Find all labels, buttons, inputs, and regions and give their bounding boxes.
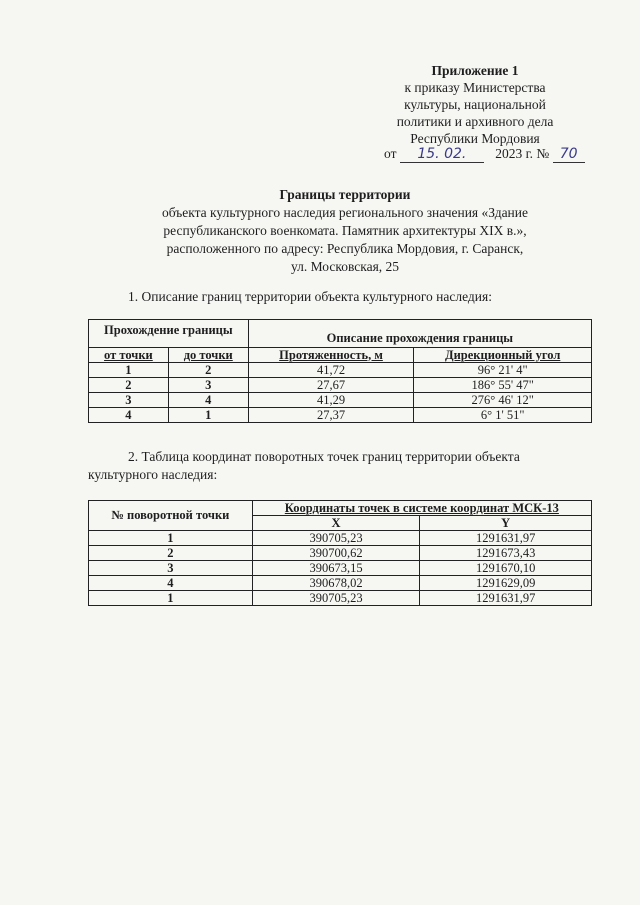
table-cell: 1291673,43 <box>420 546 592 561</box>
table-row <box>89 561 592 576</box>
table-cell: 6° 1' 51" <box>414 408 592 423</box>
table-cell: 96° 21' 4" <box>414 363 592 378</box>
table-row <box>89 393 592 408</box>
table1-col-length: Протяженность, м <box>248 348 414 363</box>
table-cell: 1 <box>89 531 253 546</box>
heading-line: объекта культурного наследия регионального значения «Здание <box>161 205 529 220</box>
order-number-field <box>553 146 585 163</box>
table-row <box>89 546 592 561</box>
table2-col-x: X <box>252 516 420 531</box>
table-cell: 4 <box>89 576 253 591</box>
table-cell: 3 <box>168 378 248 393</box>
section-2-line-2: культурного наследия: <box>88 467 218 482</box>
table-cell: 27,37 <box>248 408 414 423</box>
heading-line: республиканского военкомата. Памятник архитектуры XIX в.», <box>163 223 527 238</box>
table1-col-from: от точки <box>89 348 169 363</box>
order-date-field <box>400 146 484 163</box>
table-cell: 2 <box>89 378 169 393</box>
table-cell: 1 <box>168 408 248 423</box>
table-row <box>89 378 592 393</box>
appendix-block <box>360 62 590 147</box>
order-date-line <box>384 146 599 163</box>
heading-line: ул. Московская, 25 <box>290 259 400 274</box>
appendix-line: к приказу Министерства <box>404 80 546 95</box>
table-row <box>89 408 592 423</box>
table1-header-description: Описание прохождения границы <box>248 320 591 348</box>
section-2-line-1: 2. Таблица координат поворотных точек границ территории объекта <box>128 449 520 464</box>
order-prefix: от <box>384 146 397 161</box>
section-1-text: 1. Описание границ территории объекта культурного наследия: <box>128 289 492 304</box>
appendix-title: Приложение 1 <box>431 63 519 78</box>
order-date-handwritten: 15. 02. <box>417 146 467 162</box>
table-cell: 2 <box>168 363 248 378</box>
appendix-line: политики и архивного дела <box>396 114 554 129</box>
table-cell: 41,29 <box>248 393 414 408</box>
table-row <box>89 576 592 591</box>
table-cell: 1 <box>89 591 253 606</box>
table-cell: 390705,23 <box>252 531 420 546</box>
appendix-line: Республики Мордовия <box>410 131 540 146</box>
boundary-description-table <box>88 319 592 423</box>
document-heading <box>110 186 580 276</box>
coordinates-table <box>88 500 592 606</box>
table1-header-boundary: Прохождение границы <box>89 320 249 348</box>
table-cell: 390705,23 <box>252 591 420 606</box>
table-cell: 4 <box>89 408 169 423</box>
order-number-handwritten: 70 <box>559 146 578 162</box>
table-cell: 1291629,09 <box>420 576 592 591</box>
heading-title: Границы территории <box>279 187 411 202</box>
table2-col-y: Y <box>420 516 592 531</box>
table-cell: 1291670,10 <box>420 561 592 576</box>
table-cell: 41,72 <box>248 363 414 378</box>
table-cell: 1291631,97 <box>420 591 592 606</box>
table-cell: 390673,15 <box>252 561 420 576</box>
heading-line: расположенного по адресу: Республика Мордовия, г. Саранск, <box>166 241 524 256</box>
table-cell: 390700,62 <box>252 546 420 561</box>
appendix-line: культуры, национальной <box>404 97 546 112</box>
table-row <box>89 363 592 378</box>
table2-col-point: № поворотной точки <box>89 501 253 531</box>
table-cell: 1291631,97 <box>420 531 592 546</box>
table-row <box>89 531 592 546</box>
table-cell: 390678,02 <box>252 576 420 591</box>
table-cell: 1 <box>89 363 169 378</box>
order-year-text: 2023 г. № <box>495 146 550 161</box>
table-cell: 3 <box>89 393 169 408</box>
table-cell: 27,67 <box>248 378 414 393</box>
table1-col-to: до точки <box>168 348 248 363</box>
table-cell: 2 <box>89 546 253 561</box>
table-cell: 3 <box>89 561 253 576</box>
table-cell: 186° 55' 47" <box>414 378 592 393</box>
table-cell: 276° 46' 12" <box>414 393 592 408</box>
table1-col-angle: Дирекционный угол <box>414 348 592 363</box>
table-row <box>89 591 592 606</box>
table2-header-coordinates: Координаты точек в системе координат МСК-13 <box>252 501 591 516</box>
table-cell: 4 <box>168 393 248 408</box>
